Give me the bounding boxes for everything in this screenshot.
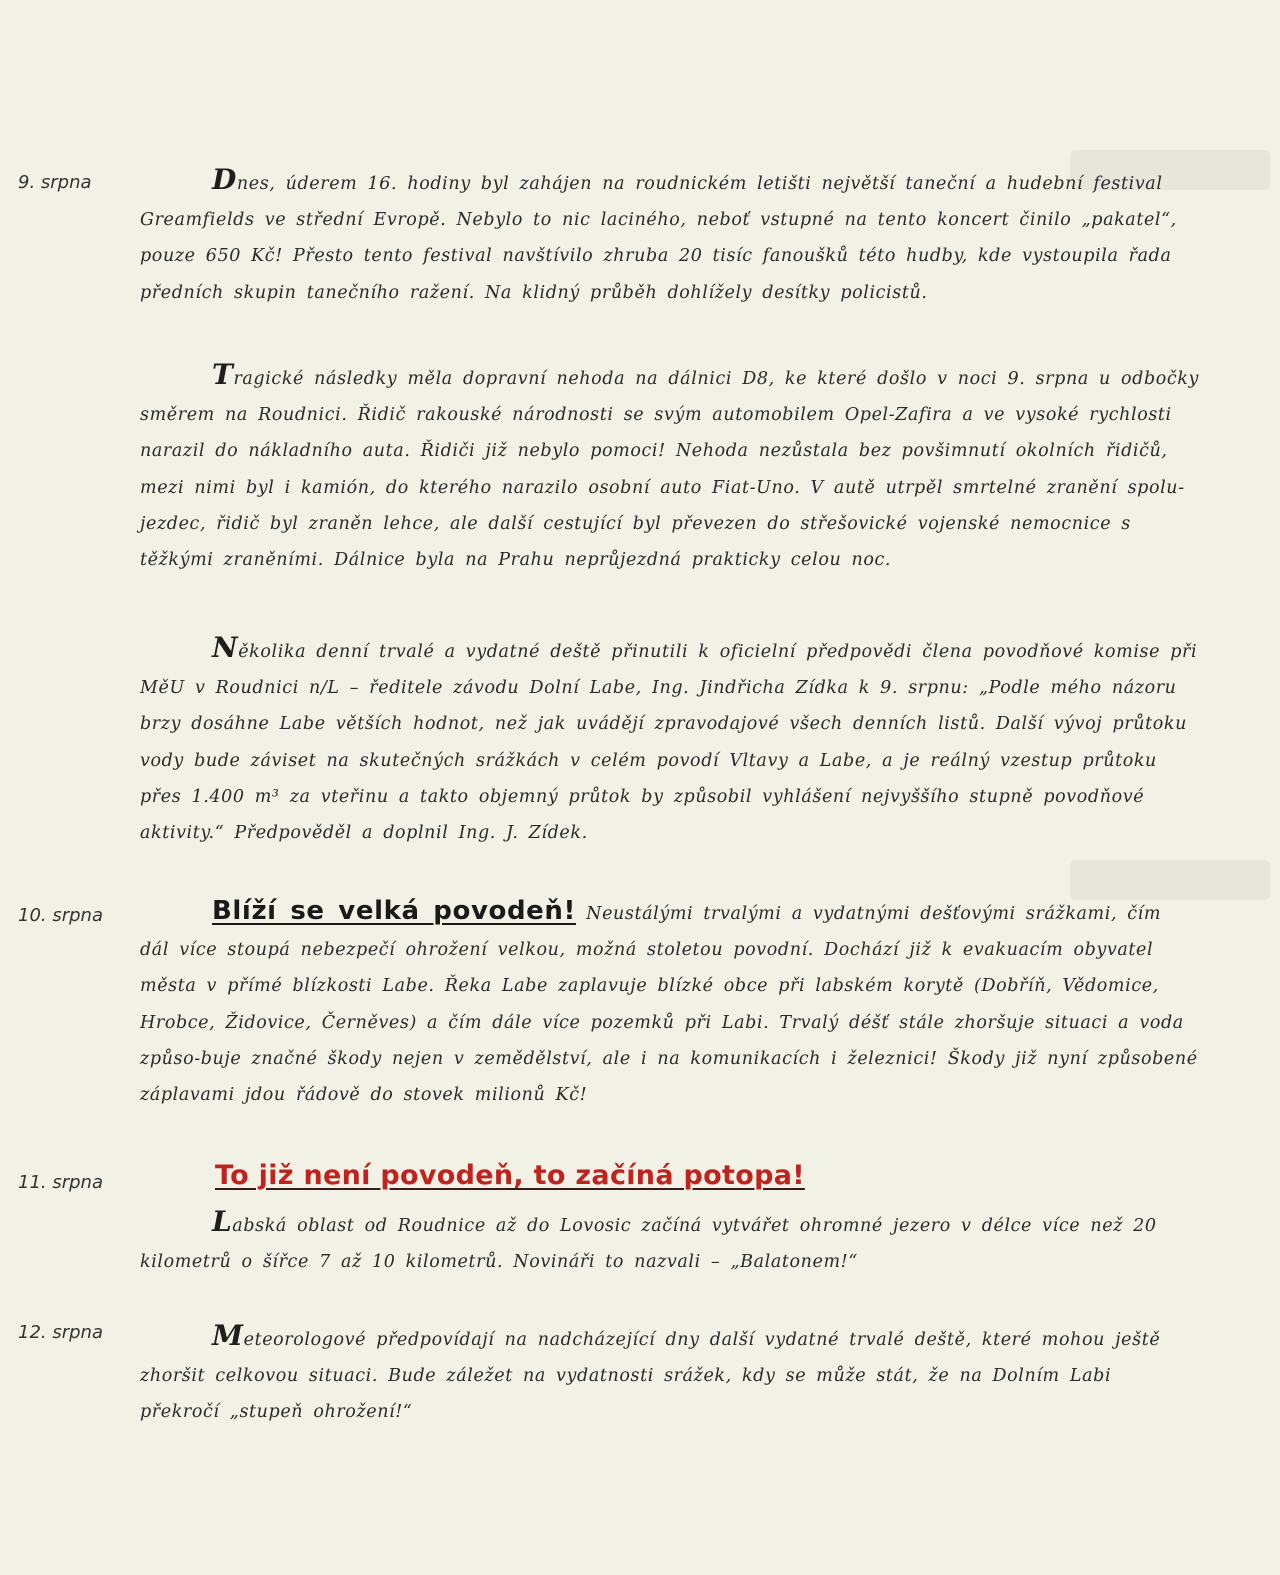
paragraph-text: ragické následky měla dopravní nehoda na dálnici D8, ke které došlo v noci 9. srpna u odbočky směrem na Roudnici. Řidič rakouské národnosti se svým automobilem Opel-Zafira a ve vysoké rychlosti narazil do nákladního auta. Řidiči již nebylo pomoci! Nehoda nezůstala bez povšimnutí okolních řidičů, mezi nimi byl i kamión, do kterého narazilo osobní auto Fiat-Uno. V autě utrpěl smrtelné zranění spolu-jezdec, řidič byl zraněn lehce, ale další cestující byl převezen do střešovické vojenské nemocnice s těžkými zraněními. Dálnice byla na Prahu neprůjezdná prakticky celou noc. — [140, 369, 1200, 571]
entry-lake — [140, 1204, 1200, 1280]
paragraph-lake — [140, 1204, 1200, 1280]
drop-cap: L — [212, 1205, 233, 1238]
paragraph-text: eteorologové předpovídají na nadcházející dny další vydatné trvalé deště, které mohou ještě zhoršit celkovou situaci. Bude záležet na vydatnosti srážek, kdy se může stát, že na Dolním Labi překročí „stupeň ohrožení!“ — [140, 1330, 1161, 1423]
paragraph-festival — [140, 162, 1200, 311]
heading-flood-approach: Blíží se velká povodeň! — [212, 896, 576, 926]
drop-cap: N — [212, 631, 239, 664]
paragraph-accident — [140, 357, 1200, 578]
drop-cap: T — [212, 358, 234, 391]
entry-accident — [140, 357, 1200, 578]
drop-cap: M — [212, 1319, 244, 1352]
heading-deluge: To již není povodeň, to začíná potopa! — [215, 1160, 805, 1191]
paragraph-text: nes, úderem 16. hodiny byl zahájen na roudnickém letišti největší taneční a hudební festival Greamfields ve střední Evropě. Nebylo to nic lacinéhо, neboť vstupné na tento koncert činilo „pakatel“, pouze 650 Kč! Přesto tento festival navštívilo zhruba 20 tisíc fanoušků této hudby, kde vystoupila řada předních skupin tanečního ražení. Na klidný průběh dohlížely desítky policistů. — [140, 174, 1177, 303]
entry-forecast — [140, 630, 1200, 851]
paragraph-forecast — [140, 630, 1200, 851]
paragraph-meteorology — [140, 1318, 1200, 1431]
entry-festival — [140, 162, 1200, 311]
entry-meteorology — [140, 1318, 1200, 1431]
drop-cap: D — [212, 163, 237, 196]
paragraph-text: Neustálými trvalými a vydatnými dešťovými srážkami, čím dál více stoupá nebezpečí ohrožení velkou, možná stoletou povodní. Dochází již k evakuacím obyvatel města v přímé blízkosti Labe. Řeka Labe zaplavuje blízké obce při labském korytě (Dobříň, Vědomice, Hrobce, Židovice, Černěves) a čím dále více pozemků při Labi. Trvalý déšť stále zhoršuje situaci a voda způso-buje značné škody nejen v zemědělství, ale i na komunikacích i železnici! Škody již nyní způsobené záplavami jdou řádově do stovek milionů Kč! — [140, 904, 1198, 1106]
paragraph-text: ěkolika denní trvalé a vydatné deště přinutili k oficielní předpovědi člena povodňové komise při MěU v Roudnici n/L – ředitele závodu Dolní Labe, Ing. Jindřicha Zídka k 9. srpnu: „Podle mého názoru brzy dosáhne Labe větších hodnot, než jak uvádějí zpravodajové všech denních listů. Další vývoj průtoku vody bude záviset na skutečných srážkách v celém povodí Vltavy a Labe, a je reálný vzestup průtoku přes 1.400 m³ za vteřinu a takto objemný průtok by způsobil vyhlášení nejvyššího stupně povodňové aktivity.“ Předpověděl a doplnil Ing. J. Zídek. — [140, 642, 1198, 844]
date-label-10-august: 10. srpna — [18, 905, 103, 926]
entry-flood-approach — [140, 893, 1200, 1113]
date-label-11-august: 11. srpna — [18, 1172, 103, 1193]
date-label-9-august: 9. srpna — [18, 172, 92, 193]
paragraph-text: abská oblast od Roudnice až do Lovosic začíná vytvářet ohromné jezero v délce více než 20 kilometrů o šířce 7 až 10 kilometrů. Novináři to nazvali – „Balatonem!“ — [140, 1216, 1157, 1273]
paragraph-flood-approach — [140, 893, 1200, 1113]
date-label-12-august: 12. srpna — [18, 1322, 103, 1343]
